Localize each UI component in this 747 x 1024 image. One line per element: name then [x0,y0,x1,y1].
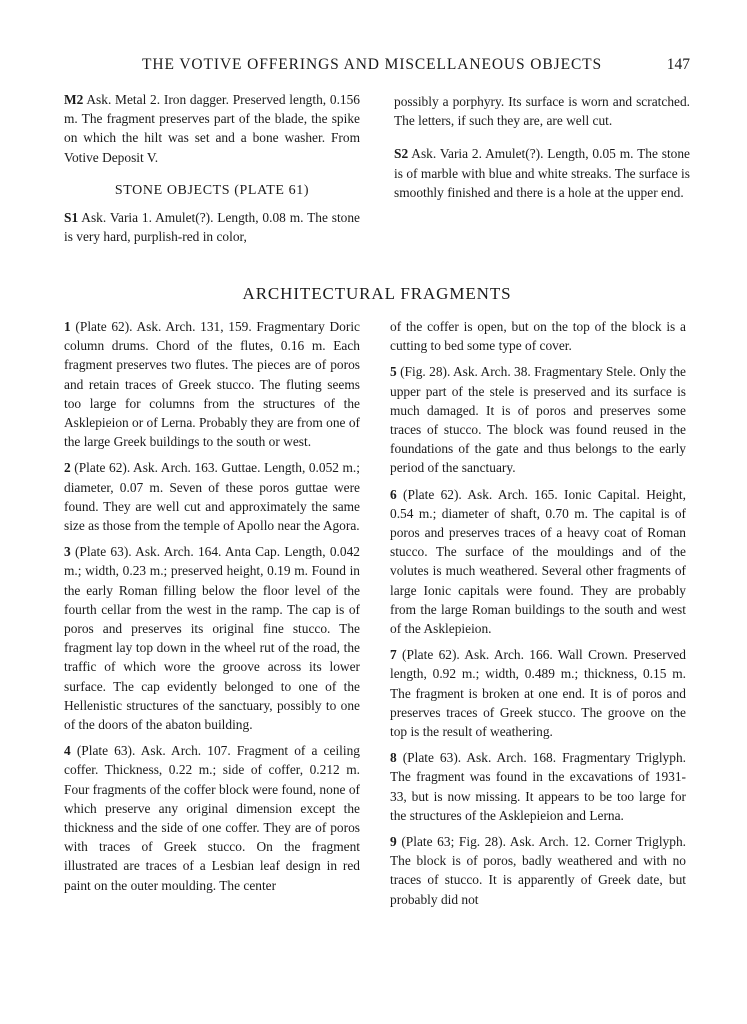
entry-text: (Plate 62). Ask. Arch. 165. Ionic Capital. Height, 0.54 m.; diameter of shaft, 0.70 m. The capital is of poros and preserves traces of a heavy coat of Roman stucco. The surface of the mouldings and of the volutes is much weathered. Several other fragments of large Ionic capitals were found. They are probably from the large Roman buildings to the south and west of the Asklepieion. [390,486,686,637]
bottom-left-column [64,317,360,902]
entry-text: Ask. Metal 2. Iron dagger. Preserved length, 0.156 m. The fragment preserves part of the blade, the spike on which the hilt was set and a bone washer. From Votive Deposit V. [64,92,361,165]
entry-label: S1 [64,210,79,226]
entry-label: 8 [390,750,397,766]
entry-label: 7 [390,647,397,663]
entry-s1 [64,208,360,246]
entry-text: Ask. Varia 1. Amulet(?). Length, 0.08 m. The stone is very hard, purplish-red in color, [64,210,361,245]
entry-text: (Plate 63; Fig. 28). Ask. Arch. 12. Corner Triglyph. The block is of poros, badly weathered and with no traces of stucco. It is apparently of Greek date, but probably did not [390,834,686,907]
architectural-fragments-heading: ARCHITECTURAL FRAGMENTS [242,284,512,303]
entry-m2 [64,90,360,167]
entry-arch-3 [64,542,360,734]
entry-s2 [394,144,690,202]
top-left-column [64,90,360,253]
entry-label: 3 [64,544,71,560]
entry-label: 9 [390,834,397,850]
entry-label: 2 [64,460,71,476]
entry-text: (Plate 62). Ask. Arch. 131, 159. Fragmentary Doric column drums. Chord of the flutes, 0.16 m. Each fragment preserves two flutes. The pieces are of poros and retain traces of Greek stucco. The fluting seems too large for columns from the structures of the Asklepieion or of Lerna. Probably they are from one of the large Greek buildings to the south or west. [64,319,360,450]
entry-text: Ask. Varia 2. Amulet(?). Length, 0.05 m. The stone is of marble with blue and white streaks. The surface is smoothly finished and there is a hole at the upper end. [394,146,691,200]
entry-label: S2 [394,146,409,162]
bottom-right-column [390,317,686,916]
entry-label: 1 [64,319,71,334]
entry-arch-5 [390,362,686,477]
entry-label: M2 [64,92,84,107]
entry-arch-4 [64,741,360,895]
entry-arch-9 [390,832,686,909]
entry-arch-4-continued: of the coffer is open, but on the top of the block is a cutting to bed some type of cover. [390,319,686,354]
entry-text: (Plate 62). Ask. Arch. 166. Wall Crown. Preserved length, 0.92 m.; width, 0.489 m.; thickness, 0.15 m. The fragment is broken at one end. It is of poros and preserves traces of Greek stucco. The groove on the top is the result of weathering. [390,647,686,740]
entry-text: (Plate 63). Ask. Arch. 168. Fragmentary Triglyph. The fragment was found in the excavations of 1931-33, but is now missing. It appears to be too large for the structures of the Asklepieion and Lerna. [390,750,686,823]
entry-arch-1 [64,317,360,451]
stone-objects-heading: STONE OBJECTS (PLATE 61) [114,182,310,198]
page-header [64,56,690,78]
page-number: 147 [666,56,690,73]
entry-label: 4 [64,743,71,759]
entry-text: (Fig. 28). Ask. Arch. 38. Fragmentary Stele. Only the upper part of the stele is preserved and its surface is much damaged. It is of poros and preserves some traces of stucco. The block was found reused in the foundations of the gate and thus belongs to the early period of the sanctuary. [390,364,686,476]
top-right-column [394,92,690,209]
entry-text: (Plate 63). Ask. Arch. 107. Fragment of a ceiling coffer. Thickness, 0.22 m.; side of coffer, 0.212 m. Four fragments of the coffer block were found, none of which preserve any original dimension except the thickness and the side of one coffer. They are of poros with traces of Greek stucco. On the fragment illustrated are traces of a Lesbian leaf design in red paint on the outer moulding. The center [64,743,360,893]
entry-arch-6 [390,485,686,639]
entry-arch-7 [390,645,686,741]
entry-label: 5 [390,364,397,380]
entry-arch-2 [64,458,360,535]
entry-label: 6 [390,486,397,502]
entry-text: (Plate 63). Ask. Arch. 164. Anta Cap. Length, 0.042 m.; width, 0.23 m.; preserved height, 0.19 m. Found in the early Roman filling below the floor level of the fourth cellar from the west in the ramp. The cap is of poros and preserves its original fine stucco. The fragment lay top down in the wheel rut of the road, the traffic of which wore the groove across its lower surface. The cap evidently belonged to one of the Hellenistic structures of the sanctuary, possibly to one of the doors of the abaton building. [64,544,360,733]
entry-text: (Plate 62). Ask. Arch. 163. Guttae. Length, 0.052 m.; diameter, 0.07 m. Seven of these poros guttae were found. They are well cut and approximately the same size as those from the temple of Apollo near the Agora. [64,460,361,534]
running-head: THE VOTIVE OFFERINGS AND MISCELLANEOUS OBJECTS [142,56,603,73]
entry-arch-8 [390,748,686,825]
entry-s1-continued: possibly a porphyry. Its surface is worn and scratched. The letters, if such they are, are well cut. [394,94,690,129]
